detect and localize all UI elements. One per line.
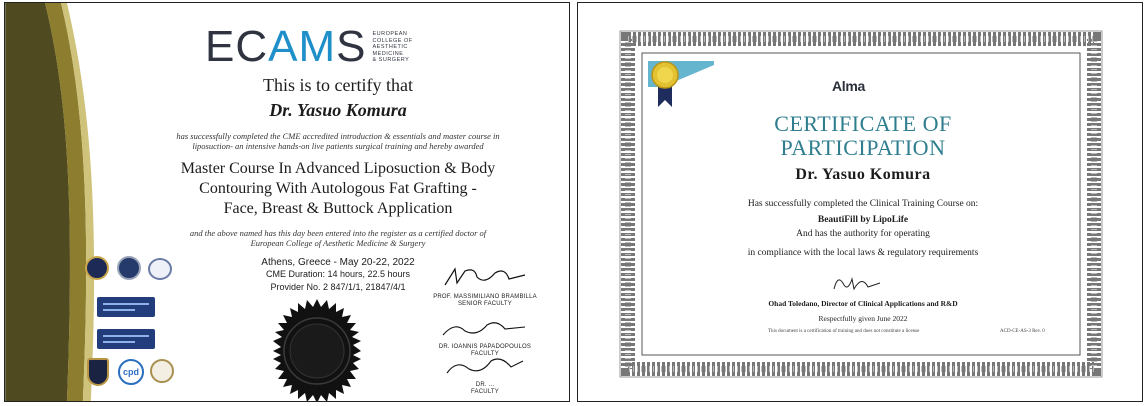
ecams-wordmark: ECAMS [205,22,367,71]
completion-text: Has successfully completed the Clinical Training Course on: [747,199,979,209]
signature-block: DR. ... FACULTY [425,355,545,396]
signature-block: DR. IOANNIS PAPADOPOULOS FACULTY [425,319,545,358]
signature-icon [425,355,545,377]
cpd-badge-icon: cpd [118,359,144,385]
provider-number: Provider No. 2 847/1/1, 21847/4/1 [270,282,406,292]
given-date: Respectfully given June 2022 [818,314,908,323]
recipient-name: Dr. Yasuo Komura [795,166,931,183]
authority-text: And has the authority for operating [796,229,930,239]
certificate-title: CERTIFICATE OF PARTICIPATION [774,111,952,160]
accreditation-badge-icon [85,256,109,280]
course-product: BeautiFill by LipoLife [817,215,909,225]
ecams-logo [205,22,413,71]
recipient-name: Dr. Yasuo Komura [269,100,407,120]
seal-icon [265,299,369,402]
accreditation-badge-icon [150,359,174,383]
accreditation-plaque [97,297,155,317]
signature-block: PROF. MASSIMILIANO BRAMBILLA SENIOR FACULTY [425,265,545,308]
footer-disclaimer: This document is a certification of training and does not constitute a license [768,329,920,334]
signature-icon [826,269,886,295]
accreditation-badge-icon [117,256,141,280]
cme-duration: CME Duration: 14 hours, 22.5 hours [265,269,411,279]
course-title: Master Course In Advanced Liposuction & Body Contouring With Autologous Fat Grafting - Face, Breast & Buttock Application [180,160,496,217]
place-date: Athens, Greece - May 20-22, 2022 [261,257,415,268]
shield-badge-icon [87,358,109,386]
ecams-logo-subtitle: EUROPEAN COLLEGE OF AESTHETIC MEDICINE & SURGERY [372,31,413,63]
accreditation-plaque [97,329,155,349]
intro-text: has successfully completed the CME accredited introduction & essentials and master course in liposuction- an intensive hands-on live patients surgical training and hereby awarded [176,131,500,151]
compliance-text: in compliance with the local laws & regulatory requirements [747,248,979,258]
alma-certificate [577,2,1143,402]
signatory-caption: Ohad Toledano, Director of Clinical Applications and R&D [768,299,958,308]
alma-logo: Alma [832,78,866,94]
register-text: and the above named has this day been entered into the register as a certified doctor of European College of Aesthetic Medicine & Surgery [189,228,487,248]
footer-doc-code: ACD-CE-AS-3 Rev. 0 [1000,329,1045,334]
certify-heading: This is to certify that [263,75,413,95]
decorative-side-band [5,3,105,401]
signature-icon [425,265,545,289]
ecams-certificate [4,2,570,402]
signature-icon [425,319,545,339]
accreditation-badge-icon [148,258,172,280]
